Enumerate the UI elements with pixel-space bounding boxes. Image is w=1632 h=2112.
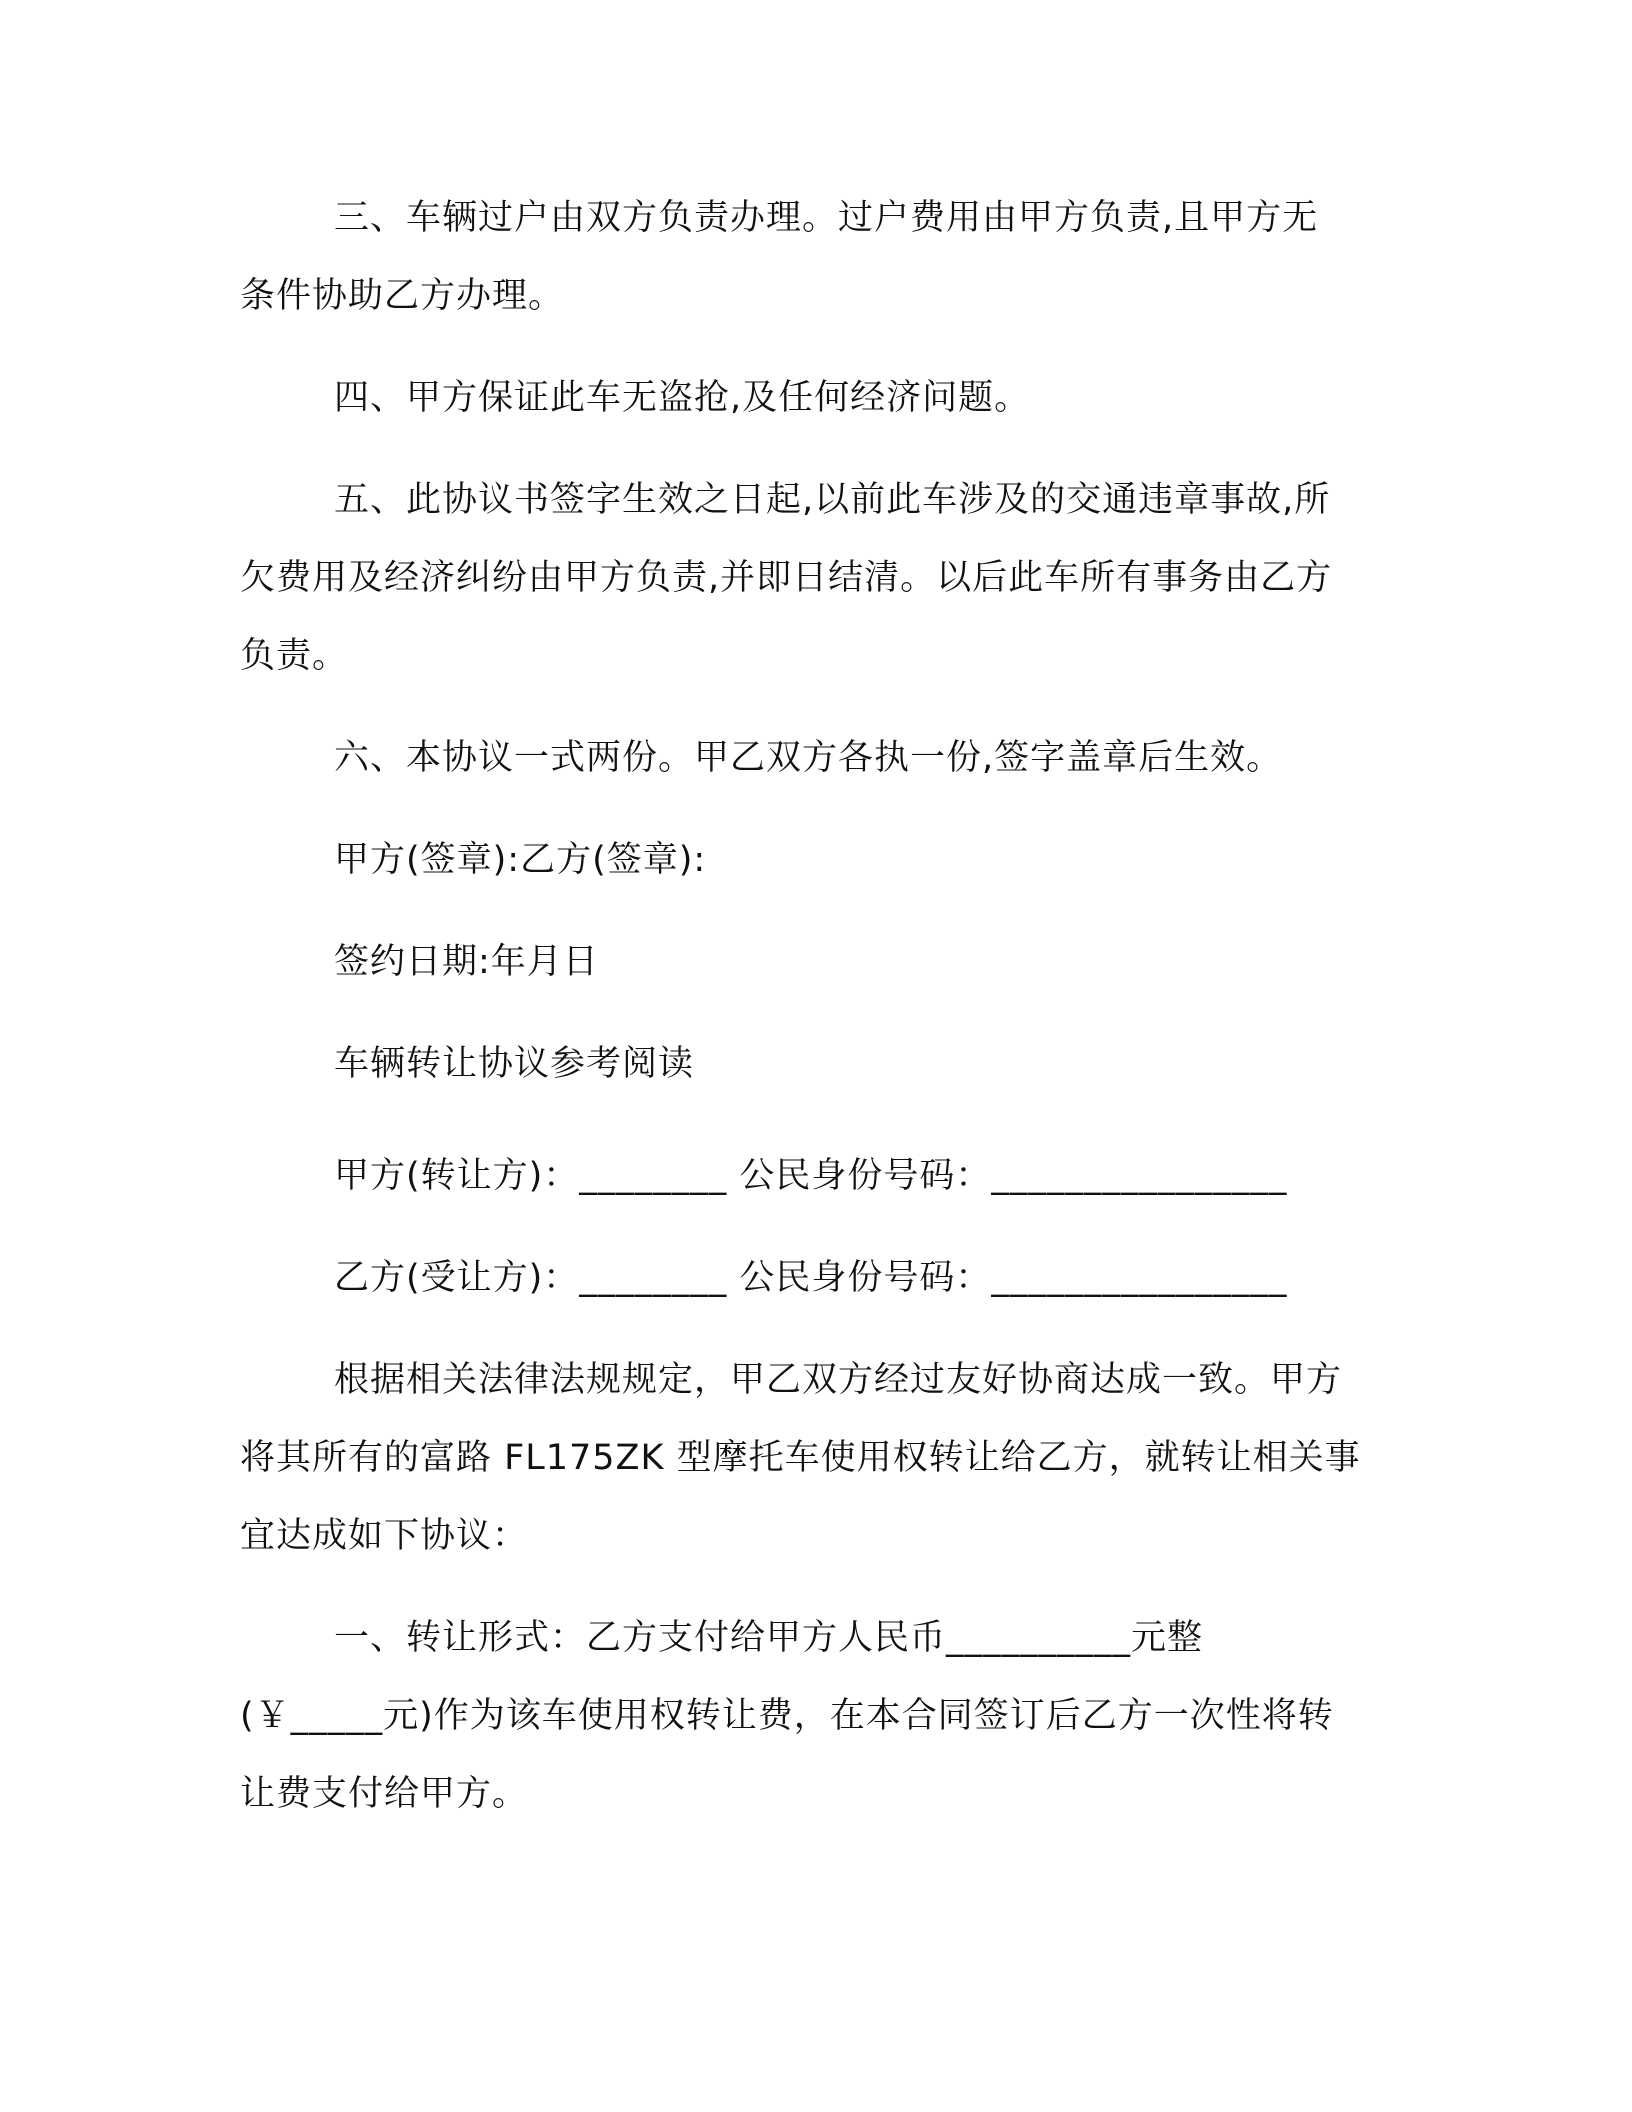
paragraph-line: 宜达成如下协议： [240, 1516, 529, 1556]
section-title: 车辆转让协议参考阅读 [334, 1044, 695, 1084]
date-line: 签约日期:年月日 [334, 942, 599, 982]
paragraph-line: 负责。 [240, 636, 349, 676]
paragraph-line: (￥_____元)作为该车使用权转让费，在本合同签订后乙方一次性将转 [240, 1696, 1334, 1736]
paragraph-line: 让费支付给甲方。 [240, 1774, 529, 1814]
paragraph-line: 五、此协议书签字生效之日起,以前此车涉及的交通违章事故,所 [334, 480, 1331, 520]
paragraph-line: 六、本协议一式两份。甲乙双方各执一份,签字盖章后生效。 [334, 738, 1283, 778]
paragraph-line: 三、车辆过户由双方负责办理。过户费用由甲方负责,且甲方无 [334, 198, 1319, 238]
party-b-line: 乙方(受让方)：________ 公民身份号码：________________ [334, 1258, 1288, 1298]
paragraph-line: 四、甲方保证此车无盗抢,及任何经济问题。 [334, 378, 1031, 418]
paragraph-line: 根据相关法律法规规定，甲乙双方经过友好协商达成一致。甲方 [334, 1360, 1343, 1400]
paragraph-line: 欠费用及经济纠纷由甲方负责,并即日结清。以后此车所有事务由乙方 [240, 558, 1333, 598]
signature-line: 甲方(签章):乙方(签章): [334, 840, 707, 880]
paragraph-line: 一、转让形式：乙方支付给甲方人民币__________元整 [334, 1618, 1204, 1658]
paragraph-line: 将其所有的富路 FL175ZK 型摩托车使用权转让给乙方，就转让相关事 [240, 1438, 1361, 1478]
party-a-line: 甲方(转让方)：________ 公民身份号码：________________ [334, 1156, 1288, 1196]
paragraph-line: 条件协助乙方办理。 [240, 276, 565, 316]
